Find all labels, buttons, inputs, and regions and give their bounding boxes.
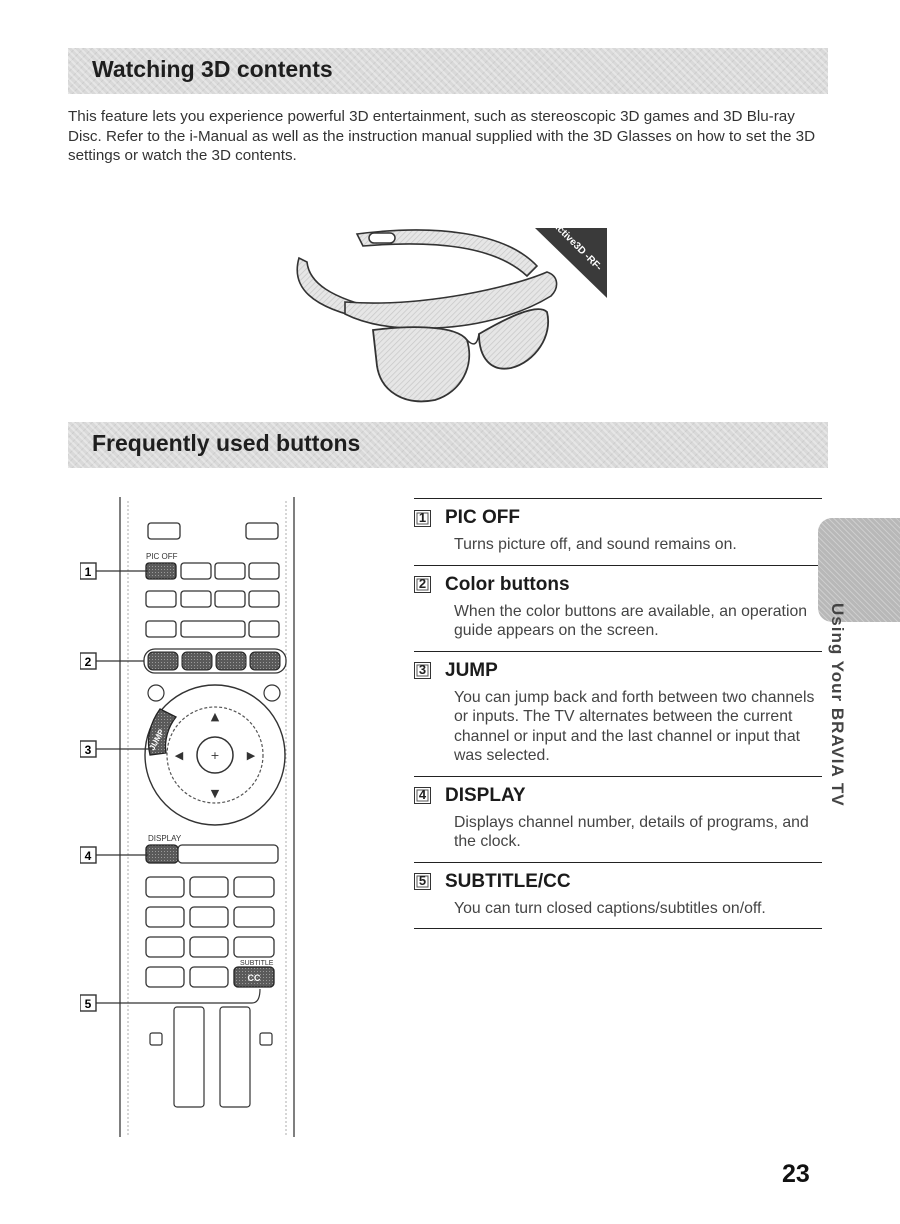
button-descriptions — [414, 498, 822, 929]
section-title: Frequently used buttons — [92, 430, 361, 456]
callout-1 — [80, 563, 148, 579]
svg-text:1: 1 — [84, 565, 92, 579]
subtitle-label: SUBTITLE — [240, 960, 274, 967]
3d-glasses-illustration — [285, 216, 615, 412]
badge-label: Active3D -RF- — [549, 219, 604, 274]
item-title: DISPLAY — [445, 784, 526, 806]
arrow-up-icon: ▲ — [210, 710, 220, 723]
section-banner-frequently-used-buttons — [68, 422, 828, 468]
svg-text:2: 2 — [84, 655, 92, 669]
section-title: Watching 3D contents — [92, 56, 333, 82]
svg-text:4: 4 — [84, 849, 92, 863]
item-number: 4 — [414, 787, 431, 804]
divider — [414, 928, 822, 929]
arrow-right-icon: ▶ — [246, 749, 256, 762]
svg-text:5: 5 — [84, 997, 92, 1011]
svg-text:3: 3 — [84, 743, 92, 757]
remote-control-illustration — [80, 497, 320, 1137]
item-description: Turns picture off, and sound remains on. — [454, 536, 737, 553]
pic-off-button — [146, 563, 176, 579]
item-display — [414, 777, 822, 862]
chapter-tab-text: Using Your BRAVIA TV — [828, 603, 847, 807]
item-title: PIC OFF — [445, 507, 520, 528]
item-description: Displays channel number, details of programs, and the clock. — [454, 813, 809, 850]
section-banner-watching-3d — [68, 48, 828, 94]
item-title: SUBTITLE/CC — [445, 870, 571, 892]
item-description: You can turn closed captions/subtitles on/off. — [454, 899, 766, 917]
navigation-pad — [145, 685, 285, 825]
color-buttons — [144, 649, 286, 673]
page-number: 23 — [782, 1160, 810, 1188]
item-number: 2 — [414, 576, 431, 593]
chapter-tab-label — [812, 600, 862, 810]
item-pic-off — [414, 499, 822, 565]
pic-off-label: PIC OFF — [146, 552, 178, 561]
item-description: You can jump back and forth between two channels or inputs. The TV alternates between the current channel or input and the last channel or input that was selected. — [454, 688, 815, 764]
item-title: JUMP — [445, 659, 498, 681]
item-title: Color buttons — [445, 573, 570, 595]
intro-paragraph: This feature lets you experience powerful 3D entertainment, such as stereoscopic 3D games and 3D Blu-ray Disc. Refer to the i-Manual as well as the instruction manual supplied with the 3D Glasses on how to set the 3D settings or watch the 3D contents. — [68, 108, 816, 164]
item-number: 3 — [414, 662, 431, 679]
arrow-left-icon: ◀ — [174, 749, 184, 762]
glasses-frame-icon — [345, 272, 557, 401]
jump-label: JUMP — [147, 727, 166, 752]
remote-button — [148, 523, 180, 539]
item-jump — [414, 652, 822, 776]
display-label: DISPLAY — [148, 834, 182, 843]
item-number: 5 — [414, 873, 431, 890]
item-description: When the color buttons are available, an operation guide appears on the screen. — [454, 602, 808, 639]
callout-4 — [80, 847, 148, 863]
callout-3 — [80, 741, 152, 757]
remote-button — [246, 523, 278, 539]
plus-icon: + — [210, 749, 220, 762]
display-button — [146, 845, 178, 863]
cc-label: CC — [247, 973, 261, 983]
item-color-buttons — [414, 566, 822, 651]
callout-2 — [80, 653, 144, 669]
item-number: 1 — [414, 510, 431, 527]
item-subtitle-cc — [414, 863, 822, 929]
arrow-down-icon: ▼ — [210, 787, 220, 800]
